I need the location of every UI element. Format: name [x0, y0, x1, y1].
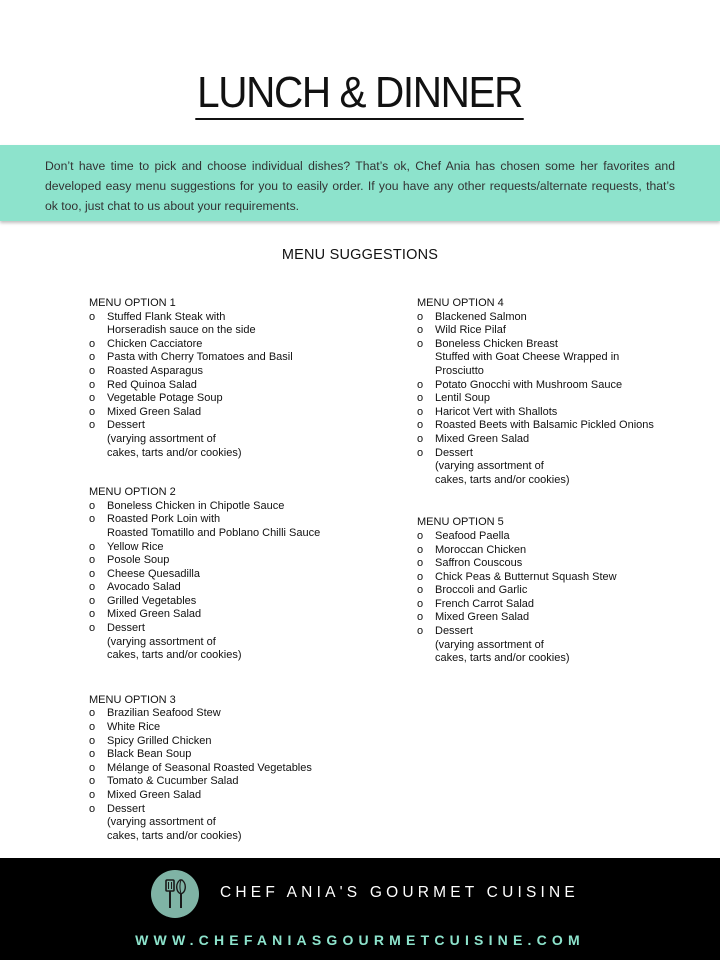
- menu-item: [417, 338, 717, 379]
- menu-item-label: o Tomato & Cucumber Salad: [107, 775, 239, 788]
- menu-item-label: o Vegetable Potage Soup: [107, 392, 223, 405]
- menu-item-label: o Mixed Green Salad: [435, 611, 530, 624]
- menu-item-list: [417, 311, 717, 488]
- menu-item-label: o Mélange of Seasonal Roasted Vegetables: [107, 761, 312, 774]
- menu-item-label: o Posole Soup: [107, 554, 170, 567]
- menu-item-label: o Black Bean Soup: [107, 748, 192, 761]
- menu-item: [89, 762, 389, 776]
- footer: [0, 858, 720, 960]
- menu-item: [89, 541, 389, 555]
- menu-item-label: o Pasta with Cherry Tomatoes and Basil: [107, 351, 293, 364]
- menu-item-label: o Spicy Grilled Chicken: [107, 734, 212, 747]
- menu-item-label: o Boneless Chicken Breast: [435, 337, 558, 350]
- menu-item: [89, 351, 389, 365]
- menu-option-title: MENU OPTION 3: [89, 693, 176, 706]
- menu-item: [417, 406, 717, 420]
- menu-item-label: o Lentil Soup: [435, 392, 491, 405]
- menu-item-label: o Dessert: [107, 419, 145, 432]
- menu-item-list: [89, 707, 389, 843]
- menu-option-1: [89, 297, 389, 460]
- menu-item-label: o Broccoli and Garlic: [435, 584, 528, 597]
- menu-item-list: [89, 311, 389, 461]
- menu-item-detail: (varying assortment of: [107, 816, 216, 829]
- menu-item: [89, 775, 389, 789]
- menu-item-label: o Chicken Cacciatore: [107, 337, 203, 350]
- menu-item: [89, 500, 389, 514]
- menu-item-detail: cakes, tarts and/or cookies): [107, 829, 242, 842]
- menu-item: [417, 544, 717, 558]
- menu-item-detail: cakes, tarts and/or cookies): [107, 649, 242, 662]
- menu-item-detail: (varying assortment of: [107, 635, 216, 648]
- menu-column-left: [89, 297, 389, 869]
- menu-item-label: o Mixed Green Salad: [107, 405, 202, 418]
- menu-item-label: o Dessert: [435, 446, 473, 459]
- menu-item-label: o Dessert: [435, 625, 473, 638]
- menu-item: [417, 557, 717, 571]
- menu-item-detail: Roasted Tomatillo and Poblano Chilli Sauce: [107, 526, 321, 539]
- page-title-wrap: [0, 70, 720, 120]
- brand-name: CHEF ANIA'S GOURMET CUISINE: [220, 884, 579, 901]
- menu-item: [417, 324, 717, 338]
- menu-item-label: o Roasted Beets with Balsamic Pickled Onions: [435, 419, 654, 432]
- menu-item-label: o Avocado Salad: [107, 581, 181, 594]
- menu-option-4: [417, 297, 717, 487]
- menu-item-label: o Blackened Salmon: [435, 310, 527, 323]
- menu-option-title: MENU OPTION 5: [417, 516, 504, 529]
- menu-option-title: MENU OPTION 4: [417, 297, 504, 309]
- menu-item-detail: Horseradish sauce on the side: [107, 324, 256, 337]
- menu-item: [89, 406, 389, 420]
- menu-item: [89, 721, 389, 735]
- menu-item-label: o Mixed Green Salad: [107, 608, 202, 621]
- menu-item: [417, 584, 717, 598]
- menu-item-label: o Wild Rice Pilaf: [435, 324, 506, 337]
- menu-item-detail: Stuffed with Goat Cheese Wrapped in: [435, 351, 620, 364]
- menu-item-label: o Stuffed Flank Steak with: [107, 310, 226, 323]
- menu-item-detail: Prosciutto: [435, 364, 484, 377]
- menu-item: [417, 611, 717, 625]
- menu-item-label: o Chick Peas & Butternut Squash Stew: [435, 570, 617, 583]
- menu-item: [417, 530, 717, 544]
- menu-item: [417, 625, 717, 666]
- menu-item: [89, 735, 389, 749]
- menu-item-label: o Roasted Pork Loin with: [107, 513, 221, 526]
- menu-item-list: [89, 500, 389, 663]
- menu-item-label: o French Carrot Salad: [435, 597, 535, 610]
- menu-item-label: o Moroccan Chicken: [435, 543, 527, 556]
- menu-item-label: o Dessert: [107, 622, 145, 635]
- menu-item-label: o Seafood Paella: [435, 529, 510, 542]
- menu-item-list: [417, 530, 717, 666]
- menu-option-title: MENU OPTION 2: [89, 486, 176, 499]
- menu-item-label: o Potato Gnocchi with Mushroom Sauce: [435, 378, 623, 391]
- website-link[interactable]: WWW.CHEFANIASGOURMETCUISINE.COM: [135, 932, 585, 948]
- menu-item: [89, 595, 389, 609]
- menu-option-title: MENU OPTION 1: [89, 297, 176, 309]
- menu-item-label: o Yellow Rice: [107, 540, 164, 553]
- menu-item: [89, 707, 389, 721]
- menu-item: [89, 554, 389, 568]
- menu-item-label: o Grilled Vegetables: [107, 594, 197, 607]
- menu-option-5: [417, 516, 717, 666]
- menu-item: [417, 311, 717, 325]
- menu-item: [89, 789, 389, 803]
- intro-text: Don’t have time to pick and choose individual dishes? That’s ok, Chef Ania has chosen some her favorites and developed easy menu suggestions for you to easily order. If you have any other requests/alternate requests, that’s ok too, just chat to us about your requirements.: [45, 159, 675, 213]
- menu-item: [89, 622, 389, 663]
- menu-item: [89, 568, 389, 582]
- menu-item-detail: cakes, tarts and/or cookies): [107, 446, 242, 459]
- menu-item: [89, 392, 389, 406]
- menu-item: [417, 379, 717, 393]
- section-title: MENU SUGGESTIONS: [281, 247, 439, 263]
- menu-item: [89, 608, 389, 622]
- intro-banner: [0, 145, 720, 221]
- page-title: LUNCH & DINNER: [196, 70, 524, 120]
- menu-item-label: o Brazilian Seafood Stew: [107, 707, 221, 720]
- menu-item-label: o Boneless Chicken in Chipotle Sauce: [107, 499, 285, 512]
- menu-option-3: [89, 694, 389, 844]
- menu-item: [89, 748, 389, 762]
- menu-item: [417, 392, 717, 406]
- menu-item-label: o Mixed Green Salad: [435, 432, 530, 445]
- menu-item: [89, 379, 389, 393]
- menu-item-label: o Saffron Couscous: [435, 557, 523, 570]
- menu-item: [417, 571, 717, 585]
- menu-item-label: o Cheese Quesadilla: [107, 567, 200, 580]
- menu-item-label: o Roasted Asparagus: [107, 364, 204, 377]
- menu-item-detail: (varying assortment of: [435, 638, 544, 651]
- menu-item: [89, 581, 389, 595]
- menu-item: [89, 803, 389, 844]
- menu-item-label: o Red Quinoa Salad: [107, 378, 197, 391]
- menu-item: [417, 447, 717, 488]
- menu-option-2: [89, 486, 389, 663]
- menu-item-detail: cakes, tarts and/or cookies): [435, 652, 570, 665]
- menu-item: [89, 338, 389, 352]
- utensils-icon: [151, 870, 199, 918]
- menu-item: [89, 365, 389, 379]
- menu-item-detail: cakes, tarts and/or cookies): [435, 473, 570, 486]
- menu-item: [89, 513, 389, 540]
- menu-item-label: o Dessert: [107, 802, 145, 815]
- menu-item-label: o Mixed Green Salad: [107, 789, 202, 801]
- menu-item: [417, 598, 717, 612]
- menu-item-label: o White Rice: [107, 721, 161, 734]
- menu-item-detail: (varying assortment of: [107, 432, 216, 445]
- menu-item-label: o Haricot Vert with Shallots: [435, 405, 558, 418]
- menu-item-detail: (varying assortment of: [435, 460, 544, 473]
- menu-item: [89, 419, 389, 460]
- menu-item: [417, 433, 717, 447]
- menu-item: [417, 419, 717, 433]
- menu-column-right: [417, 297, 717, 692]
- menu-item: [89, 311, 389, 338]
